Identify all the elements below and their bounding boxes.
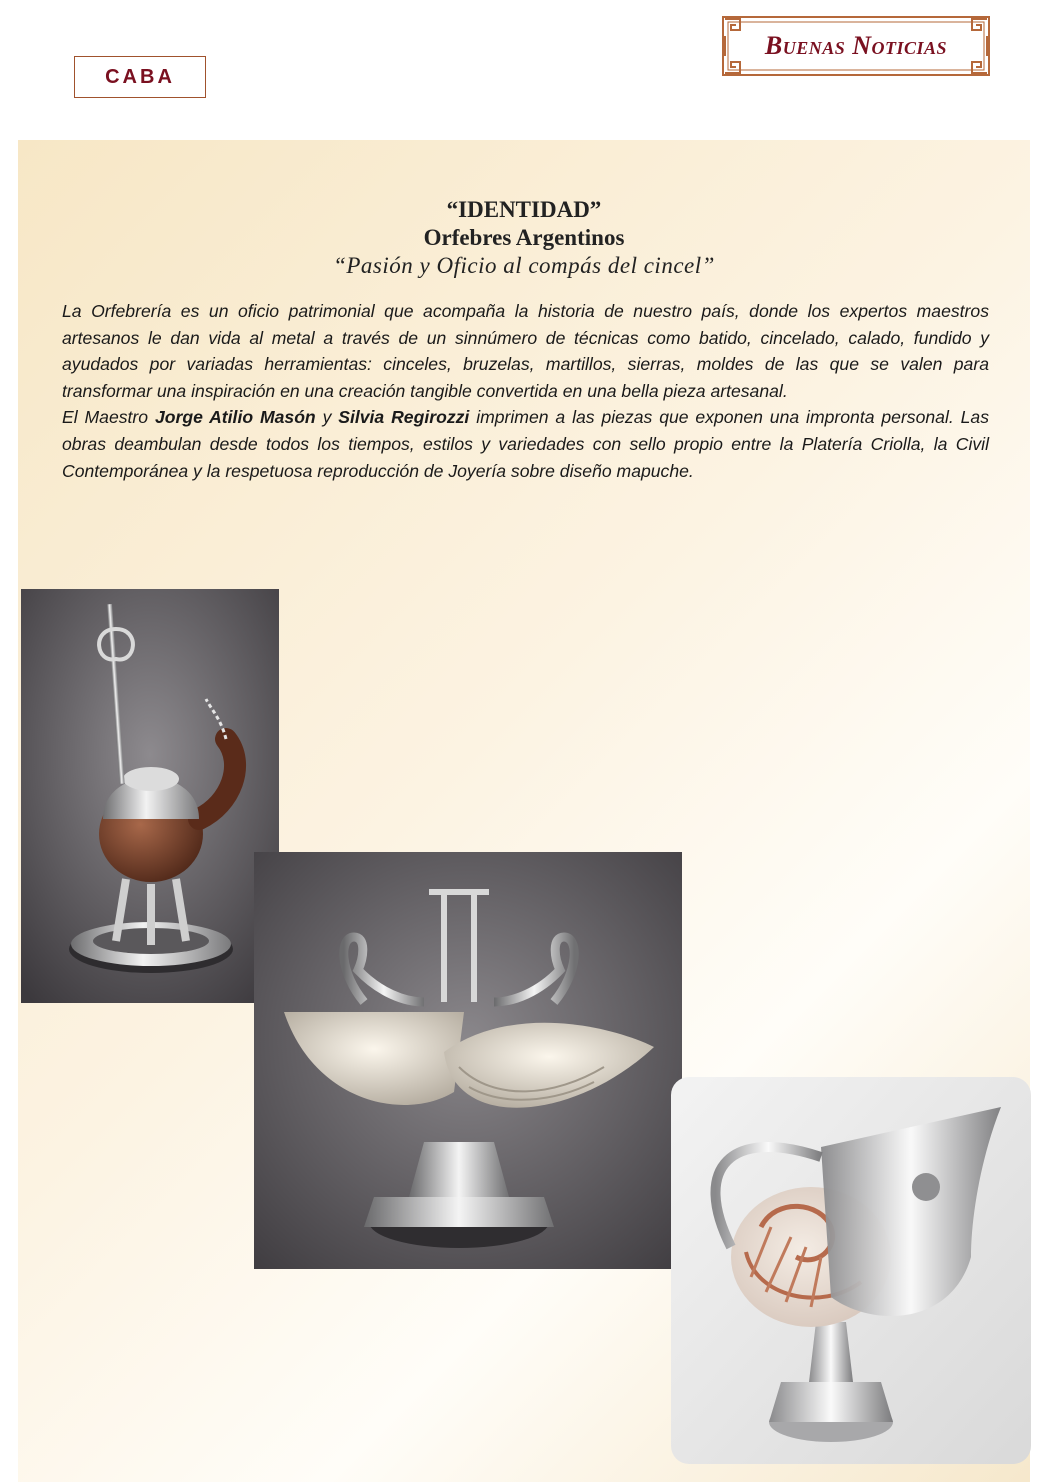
article-subtitle: Orfebres Argentinos xyxy=(423,225,625,250)
article-tagline: “Pasión y Oficio al compás del cincel” xyxy=(333,253,715,278)
section-label xyxy=(74,56,206,98)
paragraph-2-intro: El Maestro xyxy=(62,407,155,428)
brand-title: Buenas Noticias xyxy=(764,31,948,60)
article-body xyxy=(62,298,989,484)
article-heading xyxy=(18,196,1030,280)
paragraph-1: La Orfebrería es un oficio patrimonial que acompaña la historia de nuestro país, donde los expertos maestros artesanos le dan vida al metal a través de un sinnúmero de técnicas como batido, cincelado, calado, fundido y ayudados por variadas herramientas: cinceles, bruzelas, martillos, sierras, moldes de las que se valen para transformar una inspiración en una creación tangible convertida en una bella pieza artesanal. xyxy=(62,301,989,401)
photo-mate-gourd xyxy=(21,589,279,1003)
photo-swan-centerpiece xyxy=(254,852,682,1269)
artist-name-2: Silvia Regirozzi xyxy=(338,407,470,428)
photo-nautilus-pitcher xyxy=(671,1077,1031,1464)
article-title: “IDENTIDAD” xyxy=(446,197,602,222)
brand-logo xyxy=(722,16,990,76)
artist-name-1: Jorge Atilio Masón xyxy=(154,407,316,428)
paragraph-2 xyxy=(62,404,989,484)
paragraph-2-rest: imprimen a las piezas que exponen una impronta personal. Las obras deambulan desde todos los tiempos, estilos y variedades con sello propio entre la Platería Criolla, la Civil Contemporánea y la respetuosa reproducción de Joyería sobre diseño mapuche. xyxy=(62,407,990,481)
section-label-text: CABA xyxy=(105,65,175,88)
paragraph-2-and: y xyxy=(315,407,339,428)
